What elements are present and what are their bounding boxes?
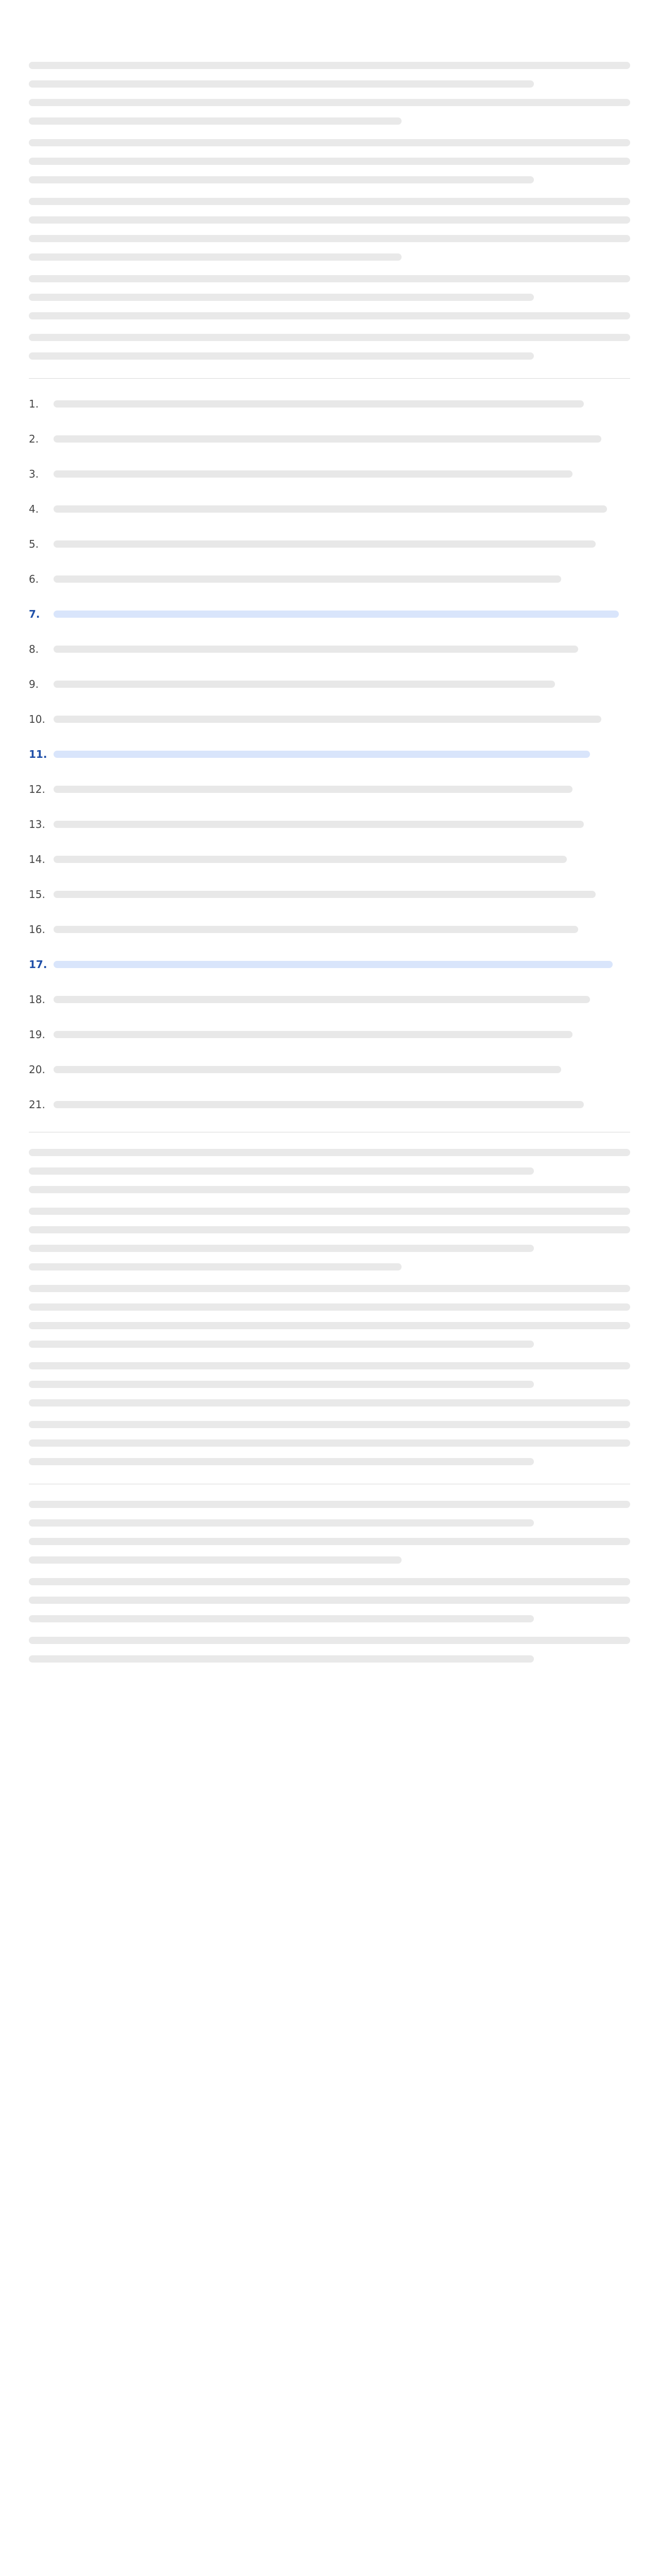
text-line — [29, 1538, 630, 1545]
text-line — [54, 505, 607, 513]
text-line — [54, 646, 578, 653]
text-line — [54, 926, 578, 933]
text-line — [29, 62, 630, 69]
list-item — [29, 395, 630, 413]
text-line — [29, 1399, 630, 1406]
review-text-placeholder — [29, 1149, 630, 1193]
text-line — [54, 470, 573, 478]
list-item-number: 12. — [29, 783, 45, 795]
list-item-text-placeholder — [54, 605, 630, 618]
text-line — [54, 611, 619, 618]
text-line — [54, 891, 596, 898]
intro-text-placeholder — [29, 334, 630, 360]
list-item — [29, 991, 630, 1008]
text-line — [29, 1285, 630, 1292]
text-line — [29, 1226, 630, 1233]
list-item-number: 3. — [29, 468, 39, 480]
list-item-text-placeholder — [54, 816, 630, 828]
list-item-text-placeholder — [54, 1061, 630, 1073]
review-text-placeholder — [29, 1208, 630, 1270]
text-line — [29, 1208, 630, 1215]
list-item-number: 19. — [29, 1028, 45, 1041]
list-item — [29, 1061, 630, 1078]
list-item-number: 18. — [29, 993, 45, 1006]
section-divider — [29, 378, 630, 379]
text-line — [29, 158, 630, 165]
list-item-number: 21. — [29, 1098, 45, 1111]
list-item-text-placeholder — [54, 956, 630, 968]
text-line — [54, 1031, 573, 1038]
list-item — [29, 886, 630, 903]
list-item — [29, 710, 630, 728]
text-line — [54, 681, 555, 688]
intro-text-placeholder — [29, 62, 630, 125]
list-item-text-placeholder — [54, 535, 630, 548]
list-item-number: 14. — [29, 853, 45, 866]
intro-section — [29, 62, 630, 360]
text-line — [29, 352, 534, 360]
list-item — [29, 816, 630, 833]
text-line — [54, 751, 590, 758]
list-item-text-placeholder — [54, 991, 630, 1003]
text-line — [29, 99, 630, 106]
text-line — [29, 1421, 630, 1428]
list-item-text-placeholder — [54, 395, 630, 408]
review-text-placeholder — [29, 1285, 630, 1348]
list-item-number: 10. — [29, 713, 45, 725]
text-line — [54, 400, 584, 408]
list-item-number: 5. — [29, 538, 39, 550]
text-line — [29, 1167, 534, 1175]
list-item-text-placeholder — [54, 500, 630, 513]
intro-text-placeholder — [29, 139, 630, 183]
list-item — [29, 500, 630, 518]
text-line — [29, 1578, 630, 1585]
text-line — [29, 1186, 630, 1193]
text-line — [29, 1149, 630, 1156]
text-line — [29, 334, 630, 341]
list-item-text-placeholder — [54, 781, 630, 793]
text-line — [54, 435, 601, 443]
list-item-text-placeholder — [54, 710, 630, 723]
market-review-section — [29, 1149, 630, 1465]
text-line — [54, 1101, 584, 1108]
list-item-text-placeholder — [54, 570, 630, 583]
list-item — [29, 465, 630, 483]
text-line — [54, 996, 590, 1003]
text-line — [29, 1655, 534, 1663]
text-line — [29, 80, 534, 88]
list-item-number: 17. — [29, 958, 47, 971]
list-item — [29, 640, 630, 658]
list-item-number: 7. — [29, 608, 40, 620]
list-item-number: 8. — [29, 643, 39, 655]
text-line — [29, 1519, 534, 1527]
text-line — [29, 1637, 630, 1644]
list-item-text-placeholder — [54, 430, 630, 443]
text-line — [54, 821, 584, 828]
list-item-text-placeholder — [54, 675, 630, 688]
article-title — [29, 0, 630, 62]
list-item — [29, 675, 630, 693]
intro-text-placeholder — [29, 198, 630, 261]
list-item-text-placeholder — [54, 886, 630, 898]
list-item-number: 20. — [29, 1063, 45, 1076]
text-line — [29, 216, 630, 224]
text-line — [29, 294, 534, 301]
text-line — [29, 1615, 534, 1622]
list-item-number: 6. — [29, 573, 39, 585]
text-line — [29, 1263, 402, 1270]
list-item — [29, 430, 630, 448]
text-line — [54, 786, 573, 793]
intro-text-placeholder — [29, 275, 630, 319]
text-line — [54, 540, 596, 548]
list-item-text-placeholder — [54, 1096, 630, 1108]
text-line — [54, 716, 601, 723]
closing-text-placeholder — [29, 1501, 630, 1564]
list-item — [29, 851, 630, 868]
text-line — [29, 1341, 534, 1348]
closing-text-placeholder — [29, 1578, 630, 1622]
list-item-number: 11. — [29, 748, 47, 760]
list-item — [29, 745, 630, 763]
list-item-number: 16. — [29, 923, 45, 936]
text-line — [29, 1245, 534, 1252]
list-item-number: 15. — [29, 888, 45, 901]
list-item — [29, 956, 630, 973]
list-item-number: 9. — [29, 678, 39, 690]
text-line — [29, 1501, 630, 1508]
list-item-text-placeholder — [54, 851, 630, 863]
list-item — [29, 921, 630, 938]
list-item — [29, 1026, 630, 1043]
list-item-number: 4. — [29, 503, 39, 515]
list-item-number: 2. — [29, 433, 39, 445]
text-line — [54, 1066, 561, 1073]
text-line — [29, 312, 630, 319]
text-line — [54, 575, 561, 583]
text-line — [29, 253, 402, 261]
closing-section — [29, 1501, 630, 1663]
text-line — [29, 275, 630, 282]
list-item-text-placeholder — [54, 465, 630, 478]
text-line — [29, 176, 534, 183]
text-line — [29, 1322, 630, 1329]
text-line — [29, 1597, 630, 1604]
list-item-number: 1. — [29, 398, 39, 410]
text-line — [29, 198, 630, 205]
text-line — [29, 1458, 534, 1465]
list-item-text-placeholder — [54, 640, 630, 653]
review-text-placeholder — [29, 1362, 630, 1406]
list-item-number: 13. — [29, 818, 45, 831]
list-item — [29, 1096, 630, 1113]
list-item — [29, 605, 630, 623]
text-line — [29, 235, 630, 242]
text-line — [29, 139, 630, 146]
list-item-text-placeholder — [54, 1026, 630, 1038]
list-item — [29, 781, 630, 798]
text-line — [29, 1362, 630, 1369]
list-item — [29, 535, 630, 553]
text-line — [29, 1556, 402, 1564]
text-line — [29, 1439, 630, 1447]
text-line — [54, 961, 613, 968]
review-text-placeholder — [29, 1421, 630, 1465]
event-list — [29, 395, 630, 1113]
list-item-text-placeholder — [54, 921, 630, 933]
list-item — [29, 570, 630, 588]
closing-text-placeholder — [29, 1637, 630, 1663]
text-line — [29, 117, 402, 125]
text-line — [29, 1303, 630, 1311]
list-item-text-placeholder — [54, 745, 630, 758]
text-line — [54, 856, 567, 863]
text-line — [29, 1381, 534, 1388]
